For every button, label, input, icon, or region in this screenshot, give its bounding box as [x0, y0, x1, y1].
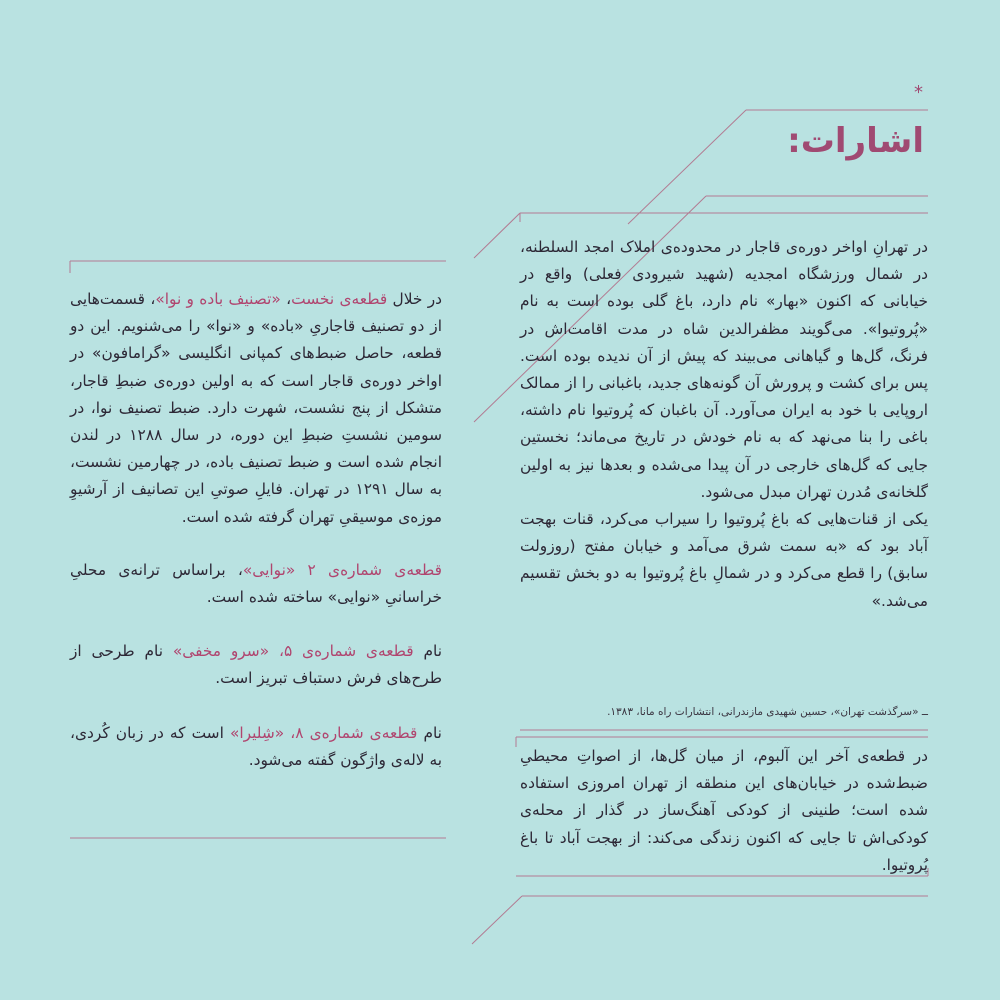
- left-p1-highlight-1: قطعه‌ی نخست: [291, 290, 388, 308]
- left-column-block: [70, 286, 442, 801]
- left-p2-post: ، براساس ترانه‌ی محلیِ خراسانیِ «نوایی» ساخته شده است.: [70, 560, 442, 607]
- left-p4-post: است که در زبان کُردی، به لاله‌ی واژگون گفته می‌شود.: [70, 723, 442, 769]
- page-title: اشارات:: [787, 121, 924, 161]
- left-paragraph-2: [70, 557, 442, 611]
- left-p1-mid: ،: [280, 290, 292, 308]
- left-p1-highlight-2: «تصنیف باده و نوا»: [155, 290, 281, 308]
- asterisk-mark: *: [914, 82, 923, 103]
- source-citation: ــ «سرگذشت تهران»، حسین شهیدی مازندرانی، انتشارات راه مانا، ۱۳۸۳.: [607, 706, 928, 718]
- rule-main-diagonal: [474, 213, 520, 258]
- left-p4-highlight: قطعه‌ی شماره‌ی ۸، «شِلیرا»: [229, 723, 418, 742]
- left-p3-highlight: قطعه‌ی شماره‌ی ۵، «سرو مخفی»: [172, 642, 414, 661]
- main-paragraph-1: در تهرانِ اواخر دوره‌ی قاجار در محدوده‌ی املاک امجد السلطنه، در شمال ورزشگاه امجدیه (شهید شیرودی فعلی) واقع در خیابانی که اکنون «بهار» نام دارد، باغ گلی بوده است به نام «پُروتیوا». می‌گویند مظفرالدین شاه در مدت اقامت‌اش در فرنگ، گل‌ها و گیاهانی می‌بیند که پیش از آن ندیده بوده است. پس برای کشت و پرورش آن گونه‌های جدید، باغبانی را از ممالک اروپایی با خود به ایران می‌آورد. آن باغبان که پُروتیوا نام داشته، باغی را بنا می‌نهد که به نام خودش در تاریخ می‌ماند؛ نخستین جایی که گل‌های خارجی در آن پیدا می‌شده و بعدها نیز به اولین گلخانه‌ی مُدرن تهران مبدل می‌شود.: [520, 238, 928, 501]
- main-text-block: [520, 234, 928, 615]
- left-p1-post: ، قسمت‌هایی از دو تصنیف قاجاریِ «باده» و «نوا» را می‌شنویم. این دو قطعه، حاصل ضبط‌های کمپانی انگلیسی «گرامافون» در اواخر دوره‌ی قاجار است که به اولین دوره‌ی ضبطِ قاجار، متشکل از پنج نشست، شهرت دارد. ضبط تصنیف نوا، در سومین نشستِ ضبطِ این دوره، در سال ۱۲۸۸ در لندن انجام شده است و ضبط تصنیف باده، در چهارمین نشست، به سال ۱۲۹۱ در تهران. فایلِ صوتیِ این تصانیف از آرشیوِ موزه‌ی موسیقیِ تهران گرفته شده است.: [70, 290, 443, 526]
- left-p4-pre: نام: [417, 723, 442, 742]
- closing-paragraph: در قطعه‌ی آخر این آلبوم، از میان گل‌ها، از اصواتِ محیطیِ ضبط‌شده در خیابان‌های این منطقه از تهران امروزی استفاده شده است؛ طنینی از کودکی آهنگ‌ساز در گذار از محله‌ی کودکی‌اش تا جایی که اکنون زندگی می‌کند: از بهجت آباد تا باغ پُروتیوا.: [520, 747, 928, 874]
- rule-diagonal-top-2: [628, 110, 746, 224]
- left-p3-pre: نام: [413, 642, 442, 661]
- left-paragraph-3: [70, 638, 442, 692]
- left-p1-pre: در خلال: [387, 290, 442, 308]
- left-p2-highlight: قطعه‌ی شماره‌ی ۲ «نوایی»: [242, 560, 442, 579]
- rule-bottom-diagonal: [472, 896, 522, 944]
- main-paragraph-2: یکی از قنات‌هایی که باغ پُروتیوا را سیراب می‌کرد، قنات بهجت آباد بود که «به سمت شرق می‌آمد و خیابان مفتح (روزولت سابق) را قطع می‌کرد و در شمالِ باغ پُروتیوا به دو بخش تقسیم می‌شد.»: [520, 510, 928, 610]
- left-paragraph-1: [70, 286, 442, 531]
- left-paragraph-4: [70, 720, 442, 774]
- left-p3-post: نام طرحی از طرح‌های فرش دستباف تبریز است.: [70, 642, 442, 688]
